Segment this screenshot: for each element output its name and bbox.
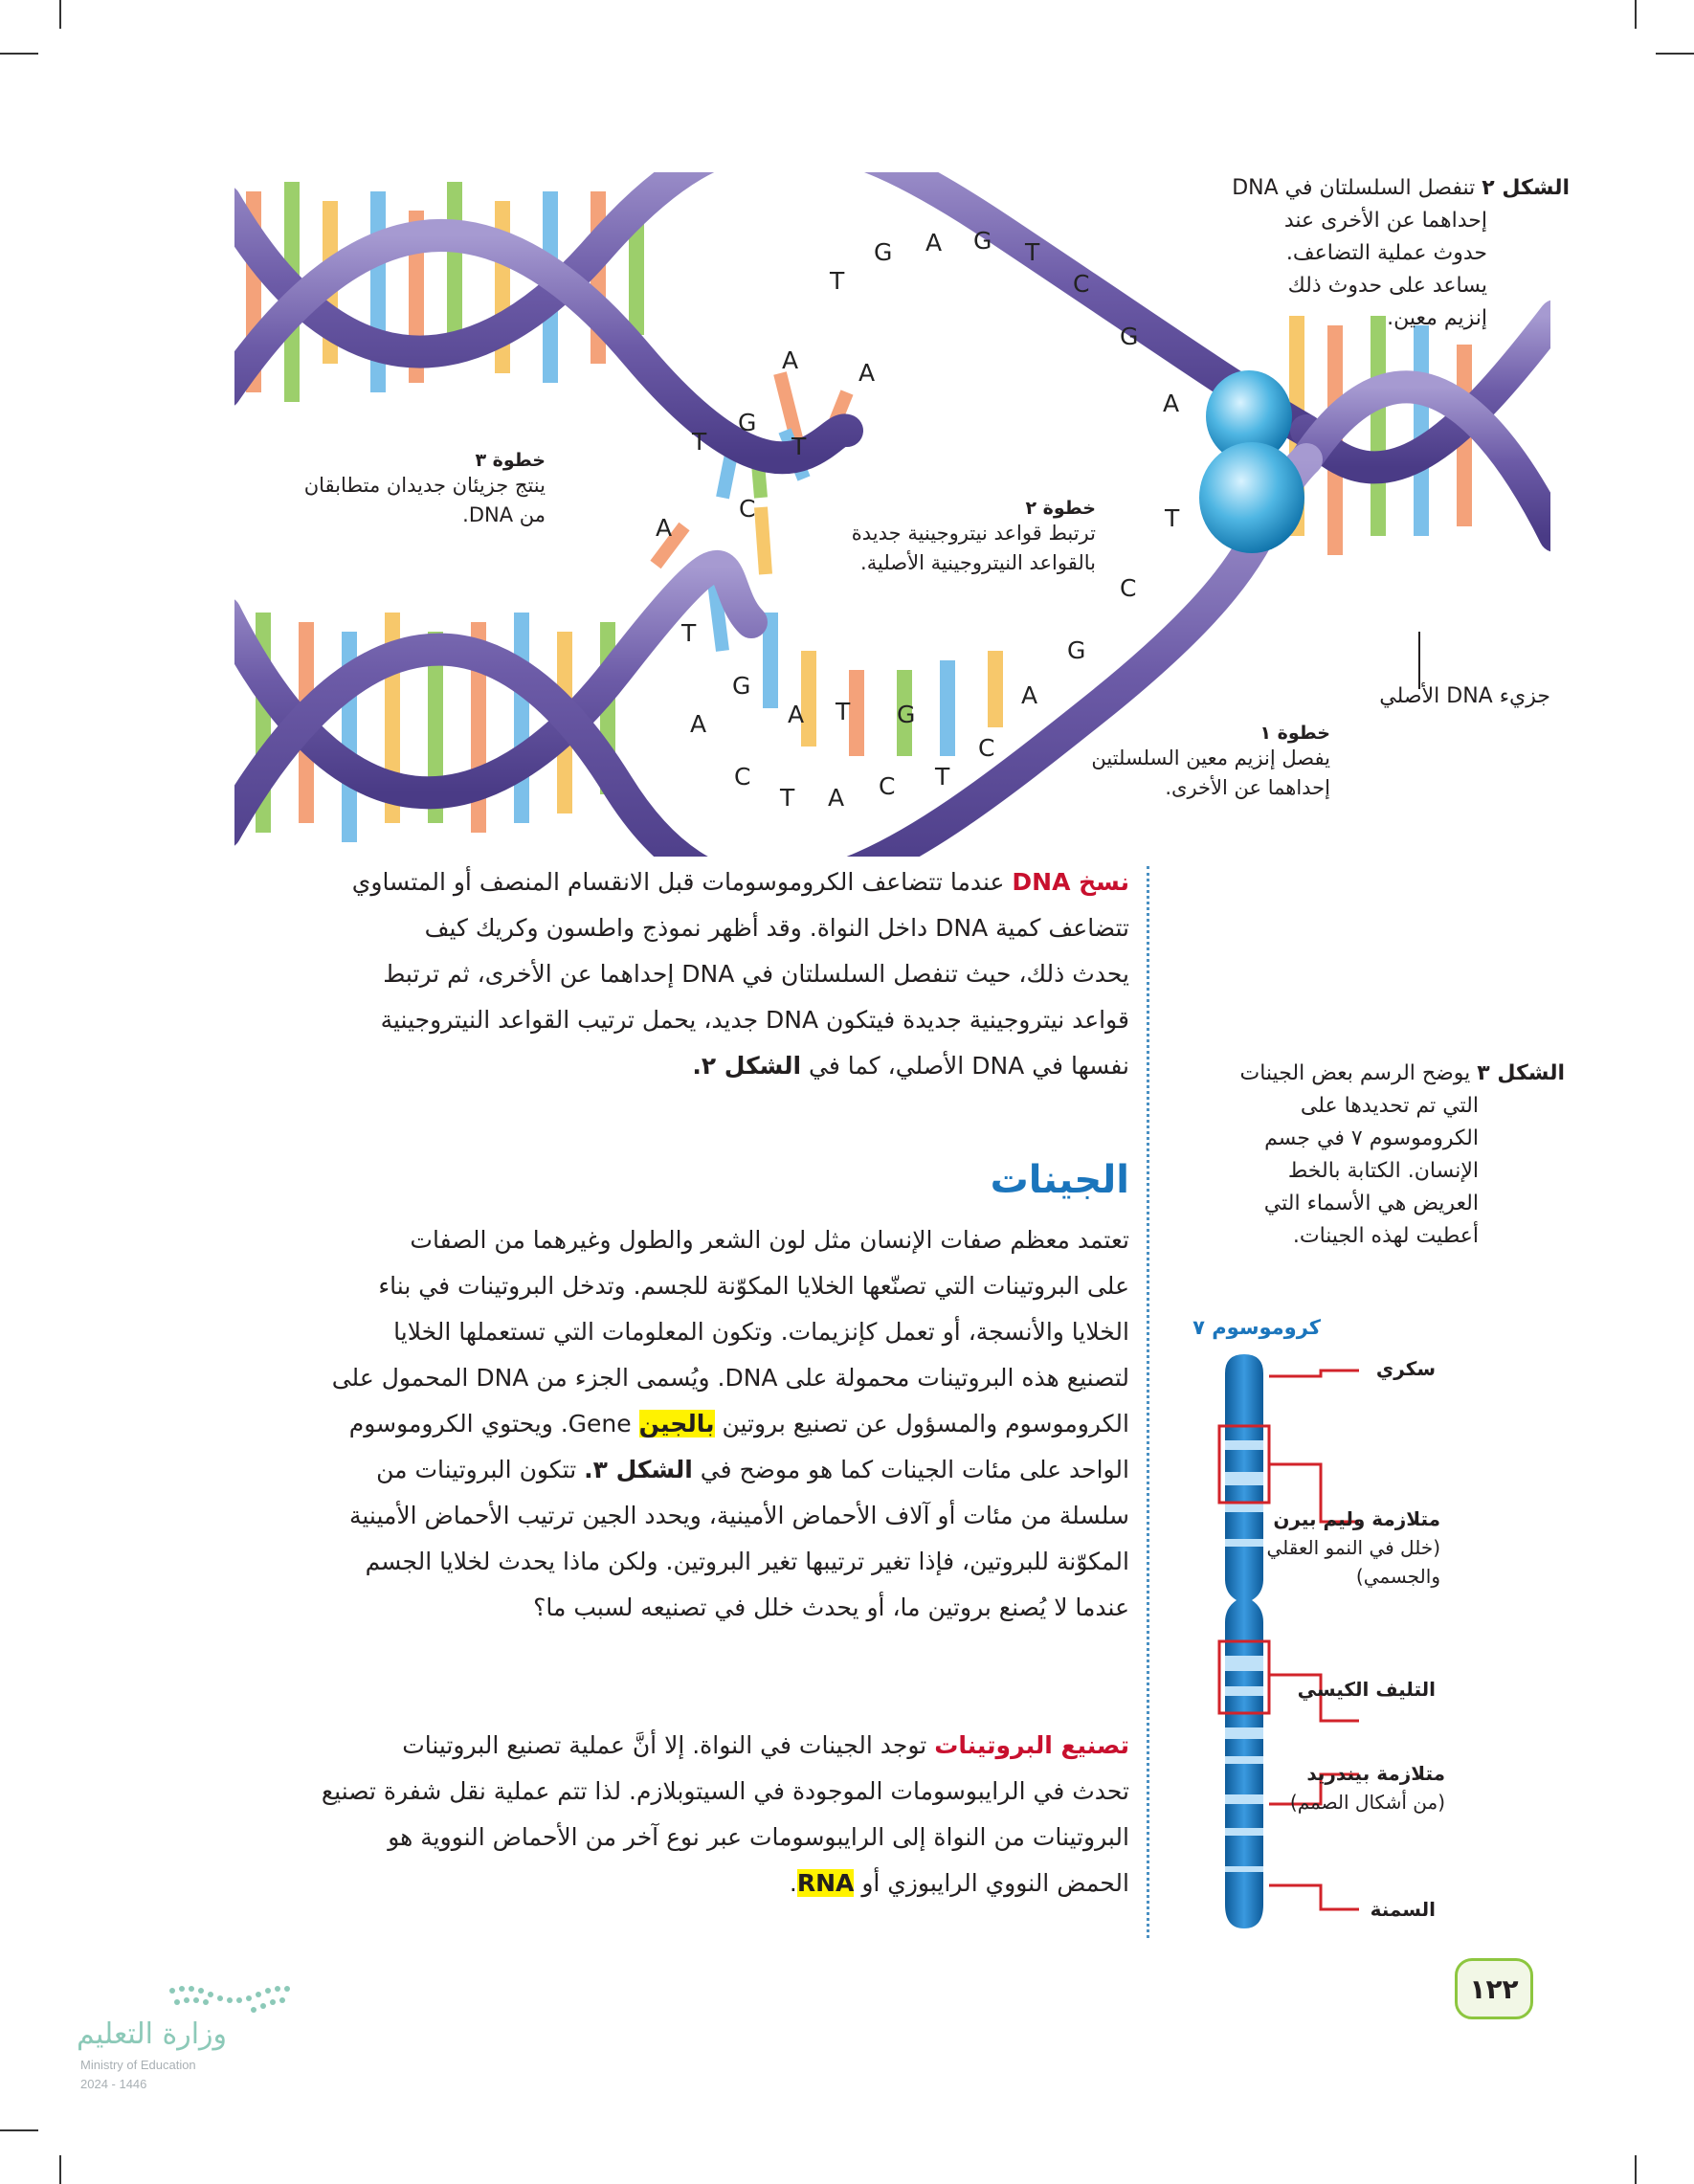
gene-label-pendred <box>1244 1759 1445 1816</box>
figure2-reference: الشكل ٢. <box>692 1052 802 1080</box>
gene-label-obesity <box>1244 1895 1436 1924</box>
paragraph-line: تتضاعف كمية DNA داخل النواة. وقد أظهر نموذج واطسون وكريك كيف <box>424 914 1129 942</box>
base-letter: T <box>791 433 807 460</box>
protein-paragraph <box>234 1723 1129 1906</box>
base-letter: A <box>1163 390 1180 417</box>
base-letter: A <box>858 359 876 387</box>
gene-term: بالجين <box>638 1410 715 1437</box>
base-letter: C <box>739 495 756 523</box>
ministry-logo <box>77 1972 325 2106</box>
paragraph-line: تعتمد معظم صفات الإنسان مثل لون الشعر والطول وغيرهما من الصفات <box>410 1226 1129 1254</box>
figure3-reference: الشكل ٣. <box>584 1456 693 1483</box>
dna-copy-keyword: نسخ DNA <box>1012 868 1129 896</box>
paragraph-line: يحدث ذلك، حيث تنفصل السلسلتان في DNA إحداهما عن الأخرى، ثم ترتبط <box>383 960 1129 988</box>
paragraph-line: نفسها في DNA الأصلي، كما في <box>801 1052 1129 1080</box>
ministry-arabic-name: وزارة التعليم <box>77 2017 228 2051</box>
gene-name: سكري <box>1375 1357 1436 1380</box>
base-letter: T <box>681 619 697 647</box>
step1-title: خطوة ١ <box>1259 723 1330 744</box>
crop-mark <box>1656 53 1694 55</box>
base-letter: T <box>1025 238 1040 266</box>
base-letter: A <box>788 701 805 728</box>
base-letter: A <box>925 229 943 256</box>
step3-line: ينتج جزيئان جديدان متطابقان <box>303 474 546 497</box>
column-divider <box>1147 866 1149 1938</box>
genes-heading: الجينات <box>990 1158 1129 1202</box>
protein-keyword: تصنيع البروتينات <box>934 1731 1129 1759</box>
base-letter: A <box>1021 681 1038 709</box>
figure2-caption-line: تنفصل السلسلتان في DNA <box>1232 176 1476 200</box>
base-letter: G <box>738 409 757 436</box>
base-letter: A <box>656 514 673 542</box>
base-letter: G <box>1067 636 1086 664</box>
paragraph-end: . <box>789 1869 797 1897</box>
helicase-enzyme <box>1199 370 1304 553</box>
ministry-year: 2024 - 1446 <box>80 2077 147 2091</box>
paragraph-line: سلسلة من مئات أو آلاف الأحماض الأمينية، ويحدد الجين ترتيب الأحماض الأمينية <box>348 1502 1129 1529</box>
paragraph-line: البروتينات من النواة إلى الرايبوسومات عبر نوع آخر من الأحماض النووية هو <box>388 1823 1129 1851</box>
paragraph-line: المكوّنة للبروتين، فإذا تغير ترتيبها تغير البروتين. ولكن ماذا يحدث لخلايا الجسم <box>365 1548 1129 1575</box>
gene-name: السمنة <box>1370 1898 1436 1921</box>
figure2-caption <box>1187 172 1570 335</box>
base-letter: T <box>692 428 707 456</box>
paragraph-line: الكروموسوم والمسؤول عن تصنيع بروتين <box>714 1410 1129 1437</box>
step2-title: خطوة ٢ <box>1025 498 1096 519</box>
figure3-caption <box>1182 1058 1565 1253</box>
crop-mark <box>59 2155 61 2184</box>
figure3-caption-line: الإنسان. الكتابة بالخط <box>1287 1159 1479 1183</box>
base-letter: G <box>897 701 916 728</box>
page-number: ١٢٢ <box>1455 1958 1533 2019</box>
base-letter: A <box>782 346 799 374</box>
base-letter: C <box>879 772 896 800</box>
base-letter: C <box>1073 270 1090 298</box>
base-letter: C <box>1120 574 1137 602</box>
paragraph-line: تتكون البروتينات من <box>376 1456 585 1483</box>
figure2-caption-line: حدوث عملية التضاعف. <box>1285 241 1487 265</box>
gene-note: (من أشكال الصمم) <box>1289 1791 1445 1814</box>
paragraph-line: عندما لا يُصنع بروتين ما، أو يحدث خلل في تصنيعه لسبب ما؟ <box>533 1593 1129 1621</box>
crop-mark <box>0 2129 38 2131</box>
ministry-dots-icon <box>77 1972 325 2019</box>
base-letter: T <box>830 267 845 295</box>
step3-label <box>303 450 546 530</box>
figure3-caption-line: التي تم تحديدها على <box>1300 1094 1479 1118</box>
gene-label-cystic-fibrosis <box>1244 1675 1436 1704</box>
original-dna-label: جزيء DNA الأصلي <box>1379 684 1550 708</box>
gene-name: التليف الكيسي <box>1297 1678 1436 1701</box>
crop-mark <box>1635 2155 1637 2184</box>
base-letter: G <box>973 227 992 255</box>
crop-mark <box>59 0 61 29</box>
base-letter: T <box>935 763 950 791</box>
base-letter: G <box>874 238 893 266</box>
gene-name: متلازمة وليم بيرن <box>1273 1507 1440 1530</box>
figure2-caption-line: إحداهما عن الأخرى عند <box>1283 209 1487 233</box>
step1-label <box>1053 723 1330 803</box>
base-letter: C <box>734 763 751 791</box>
step2-line: بالقواعد النيتروجينية الأصلية. <box>860 551 1096 574</box>
base-letter: G <box>732 672 751 700</box>
paragraph-line: الخلايا والأنسجة، أو تعمل كإنزيمات. وتكون المعلومات التي تستعملها الخلايا <box>393 1318 1129 1346</box>
base-letter: A <box>690 710 707 738</box>
base-letter: C <box>978 734 995 762</box>
figure3-caption-line: يوضح الرسم بعض الجينات <box>1239 1061 1471 1085</box>
gene-note: (خلل في النمو العقلي والجسمي) <box>1266 1536 1440 1588</box>
figure3-caption-line: أعطيت لهذه الجينات. <box>1292 1224 1479 1248</box>
step3-title: خطوة ٣ <box>475 450 546 471</box>
paragraph-line: لتصنيع هذه البروتينات محمولة على DNA. ويُسمى الجزء من DNA المحمول على <box>331 1364 1129 1392</box>
figure3-caption-line: العريض هي الأسماء التي <box>1263 1192 1479 1215</box>
genes-paragraph <box>234 1217 1129 1631</box>
crop-mark <box>1635 0 1637 29</box>
paragraph-line: Gene. ويحتوي الكروموسوم <box>348 1410 639 1437</box>
paragraph-line: تحدث في الرايبوسومات الموجودة في السيتوبلازم. لذا تتم عملية نقل شفرة تصنيع <box>321 1777 1129 1805</box>
step2-label <box>766 498 1096 578</box>
figure2-label: الشكل ٢ <box>1482 176 1570 200</box>
figure3-caption-line: الكروموسوم ٧ في جسم <box>1264 1126 1479 1150</box>
paragraph-line: عندما تتضاعف الكروموسومات قبل الانقسام المنصف أو المتساوي <box>351 868 1013 896</box>
crop-mark <box>0 53 38 55</box>
chromosome-7-diagram <box>1215 1349 1369 1943</box>
step1-line: يفصل إنزيم معين السلسلتين <box>1091 747 1330 769</box>
rna-term: RNA <box>796 1869 855 1897</box>
paragraph-line: توجد الجينات في النواة. إلا أنَّ عملية تصنيع البروتينات <box>402 1731 935 1759</box>
paragraph-line: الحمض النووي الرايبوزي أو <box>854 1869 1129 1897</box>
base-letter: T <box>1165 504 1180 532</box>
base-letter: T <box>780 784 795 812</box>
base-letter: T <box>836 698 851 725</box>
gene-label-williams <box>1244 1504 1440 1591</box>
chromosome-title: كروموسوم ٧ <box>1192 1316 1321 1339</box>
figure2-caption-line: إنزيم معين. <box>1387 306 1487 330</box>
gene-name: متلازمة بيندريد <box>1306 1762 1445 1785</box>
gene-label-diabetes <box>1244 1354 1436 1383</box>
base-letter: A <box>828 784 845 812</box>
paragraph-line: الواحد على مئات الجينات كما هو موضح في <box>692 1456 1129 1483</box>
base-letter: G <box>1120 323 1139 350</box>
paragraph-line: قواعد نيتروجينية جديدة فيتكون DNA جديد، يحمل ترتيب القواعد النيتروجينية <box>380 1006 1129 1034</box>
ministry-english-name: Ministry of Education <box>80 2058 196 2072</box>
dna-copy-paragraph <box>234 859 1129 1089</box>
step3-line: من DNA. <box>462 503 546 526</box>
paragraph-line: على البروتينات التي تصنّعها الخلايا المكوّنة للجسم. وتدخل البروتينات في بناء <box>378 1272 1129 1300</box>
step2-line: ترتبط قواعد نيتروجينية جديدة <box>851 522 1096 545</box>
step1-line: إحداهما عن الأخرى. <box>1165 776 1330 799</box>
figure3-label: الشكل ٣ <box>1477 1061 1565 1085</box>
figure2-caption-line: يساعد على حدوث ذلك <box>1287 274 1487 298</box>
